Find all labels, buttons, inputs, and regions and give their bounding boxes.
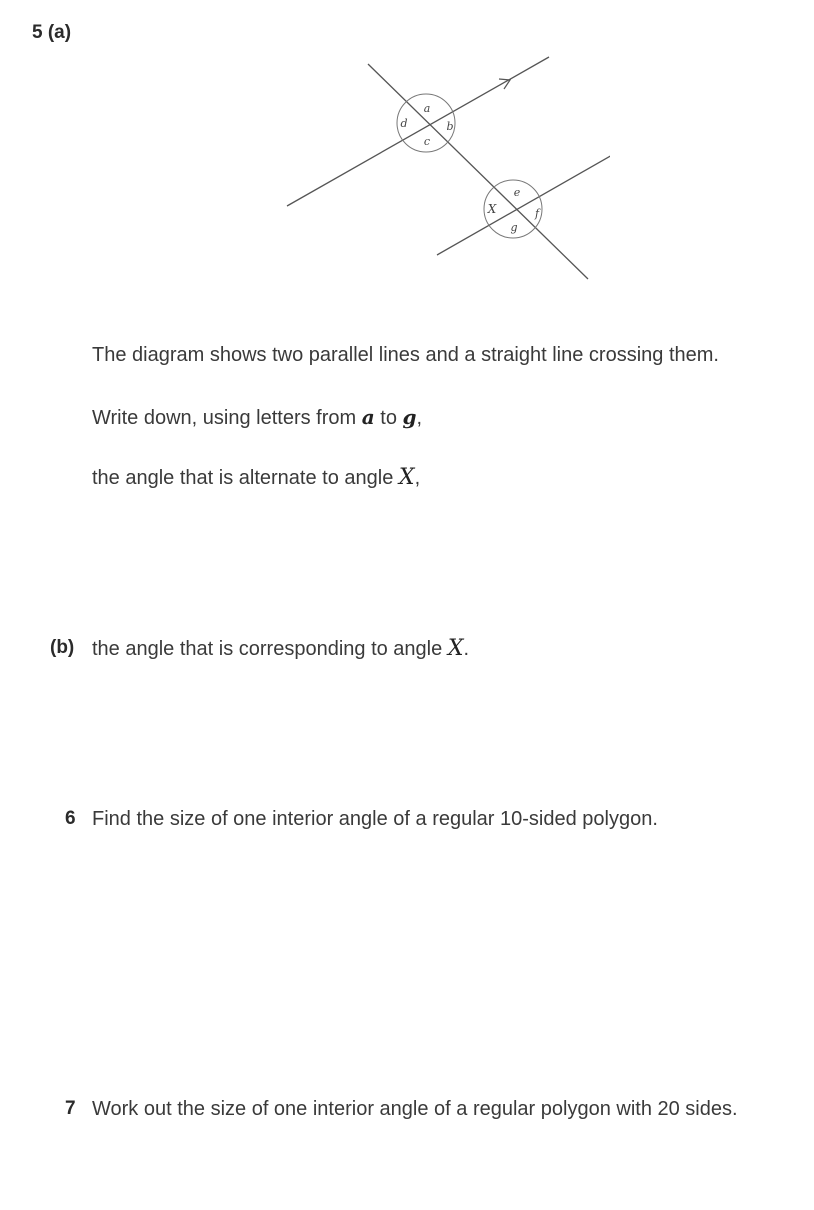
- question-5-number: 5 (a): [32, 22, 72, 43]
- angle-label-e: e: [513, 186, 521, 199]
- angle-label-f: f: [534, 207, 540, 220]
- letter-from: a: [361, 405, 375, 429]
- instruction-prefix: Write down, using letters from: [92, 407, 362, 429]
- question-6-text: Find the size of one interior angle of a regular 10-sided polygon.: [92, 808, 658, 830]
- part-a-suffix: ,: [414, 467, 421, 489]
- angle-label-X: X: [487, 202, 497, 216]
- part-a-variable: X: [398, 465, 415, 490]
- transversal-line: [368, 64, 588, 279]
- part-a-prefix: the angle that is alternate to angle: [92, 467, 399, 489]
- angle-label-g: g: [510, 221, 518, 234]
- question-5b-text: [92, 636, 469, 661]
- part-b-variable: X: [447, 636, 464, 661]
- part-b-suffix: .: [463, 638, 470, 660]
- upper-parallel-line: [287, 57, 549, 206]
- angle-label-a: a: [423, 102, 431, 115]
- question-5b-label: (b): [50, 637, 75, 658]
- question-5a-text: [92, 465, 420, 490]
- instruction-suffix: ,: [416, 407, 423, 429]
- question-7-text: Work out the size of one interior angle of a regular polygon with 20 sides.: [92, 1098, 738, 1120]
- angle-label-d: d: [400, 117, 408, 130]
- question-5-intro: The diagram shows two parallel lines and a straight line crossing them.: [92, 344, 719, 366]
- lower-parallel-line: [437, 106, 610, 255]
- letter-to: g: [402, 405, 417, 429]
- part-b-prefix: the angle that is corresponding to angle: [92, 638, 448, 660]
- question-7-number: 7: [65, 1098, 76, 1119]
- parallel-lines-diagram: [270, 45, 610, 290]
- question-5-instruction: [92, 405, 422, 430]
- question-6-number: 6: [65, 808, 76, 829]
- instruction-mid: to: [374, 407, 403, 429]
- angle-label-b: b: [446, 120, 454, 133]
- angle-label-c: c: [423, 135, 431, 148]
